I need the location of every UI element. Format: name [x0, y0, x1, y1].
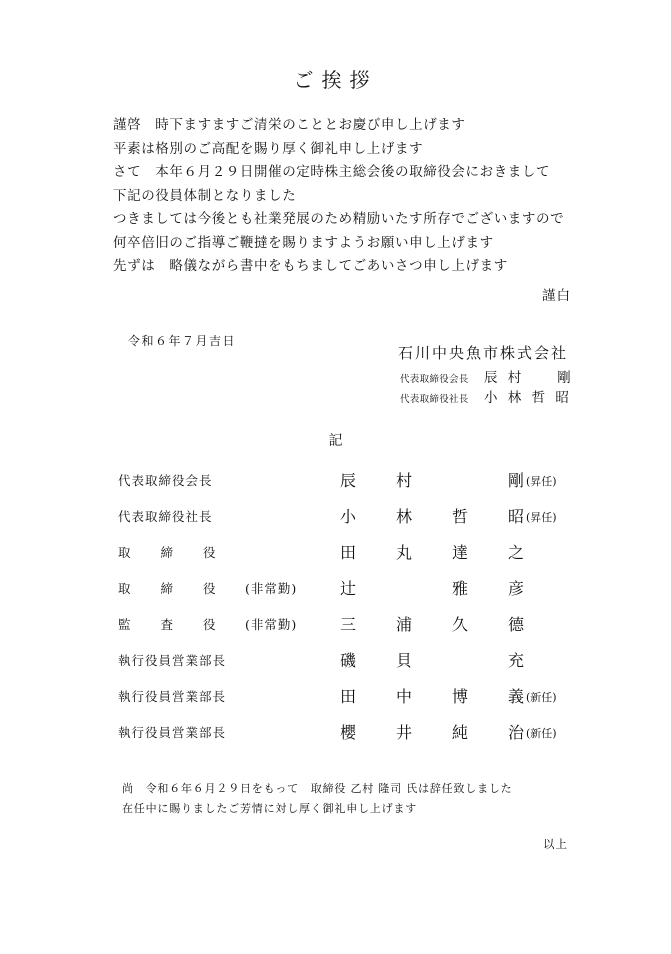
officer-name-char: 貝 — [396, 651, 413, 670]
officer-title: 代表取締役会長 — [118, 473, 213, 488]
officer-name-char: 中 — [396, 687, 413, 706]
officer-title: 監査役 — [118, 617, 246, 632]
officer-title: 執行役員営業部長 — [118, 725, 227, 740]
body-line: 平素は格別のご高配を賜り厚く御礼申し上げます — [113, 140, 424, 157]
officer-note: (非常勤) — [245, 581, 298, 596]
officer-name-char: 雅 — [452, 579, 469, 598]
officer-name-char: 昭 — [508, 507, 525, 526]
officer-name-char: 田 — [340, 543, 357, 562]
officer-name-char: 三 — [340, 615, 357, 634]
officer-name-char: 小 — [340, 507, 357, 526]
officer-name-char: 磯 — [340, 651, 357, 670]
officer-name-char: 哲 — [452, 507, 469, 526]
officer-name-char: 義 — [508, 687, 525, 706]
officer-row — [118, 574, 578, 610]
page-title: ご挨拶 — [293, 68, 378, 92]
body-line: 下記の役員体制となりました — [113, 187, 297, 204]
officer-name-char: 丸 — [396, 543, 413, 562]
officer-list — [118, 466, 578, 754]
resignation-note — [122, 779, 513, 819]
officer-row — [118, 718, 578, 754]
ending-word: 以上 — [543, 837, 568, 851]
officer-row — [118, 466, 578, 502]
officer-row — [118, 646, 578, 682]
body-line: つきましては今後とも社業発展のため精励いたす所存でございますので — [113, 211, 565, 227]
officer-title: 代表取締役社長 — [118, 509, 213, 524]
officer-name-char: 治 — [508, 723, 525, 742]
officer-name-char: 村 — [396, 471, 413, 490]
body-line: 先ずは 略儀ながら書中をもちましてごあいさつ申し上げます — [113, 258, 508, 274]
officer-title: 取締役 — [118, 581, 246, 596]
officer-row — [118, 610, 578, 646]
officer-name-char: 久 — [452, 615, 469, 634]
officer-title: 執行役員営業部長 — [118, 653, 227, 668]
officer-name-char: 充 — [508, 651, 525, 670]
officer-status: (新任) — [526, 691, 557, 704]
officer-name-char: 剛 — [508, 471, 525, 490]
officer-name-char: 林 — [396, 507, 413, 526]
signer — [400, 366, 574, 386]
officer-name-char: 之 — [508, 543, 525, 562]
body-line: 何卒倍旧のご指導ご鞭撻を賜りますようお願い申し上げます — [113, 234, 494, 251]
officer-row — [118, 538, 578, 574]
note-line: 在任中に賜りましたご芳情に対し厚く御礼申し上げます — [122, 802, 417, 815]
company-name: 石川中央魚市株式会社 — [398, 344, 569, 362]
officer-note: (非常勤) — [245, 617, 298, 632]
closing-word: 謹白 — [542, 288, 571, 304]
officer-name-char: 辰 — [340, 471, 357, 490]
issue-date: 令和６年７月吉日 — [128, 334, 237, 348]
ki-heading: 記 — [328, 433, 343, 449]
signer-title: 代表取締役会長 — [400, 374, 469, 385]
officer-name-char: 彦 — [508, 579, 525, 598]
officer-name-char: 達 — [452, 543, 469, 562]
body-line: 謹啓 時下ますますご清栄のこととお慶び申し上げます — [113, 117, 466, 133]
officer-name-char: 櫻 — [340, 723, 357, 742]
officer-title: 取締役 — [118, 545, 246, 560]
officer-name-char: 浦 — [396, 615, 413, 634]
officer-title: 執行役員営業部長 — [118, 689, 227, 704]
body-line: さて 本年６月２９日開催の定時株主総会後の取締役会におきまして — [113, 164, 551, 180]
officer-name-char: 田 — [340, 687, 357, 706]
officer-name-char: 純 — [452, 723, 469, 742]
officer-row — [118, 682, 578, 718]
signer — [400, 386, 572, 406]
officer-status: (昇任) — [526, 511, 557, 524]
note-line: 尚 令和６年６月２９日をもって 取締役 乙村 隆司 氏は辞任致しました — [122, 782, 513, 795]
officer-name-char: 井 — [396, 723, 413, 742]
signer-name: 辰 村 剛 — [484, 370, 574, 386]
signer-name: 小 林 哲 昭 — [484, 390, 572, 406]
greeting-body — [113, 114, 573, 279]
officer-status: (昇任) — [526, 475, 557, 488]
officer-name-char: 博 — [452, 687, 469, 706]
officer-name-char: 辻 — [340, 579, 357, 598]
officer-name-char: 德 — [508, 615, 525, 634]
officer-row — [118, 502, 578, 538]
officer-status: (新任) — [526, 727, 557, 740]
signer-title: 代表取締役社長 — [400, 394, 469, 405]
